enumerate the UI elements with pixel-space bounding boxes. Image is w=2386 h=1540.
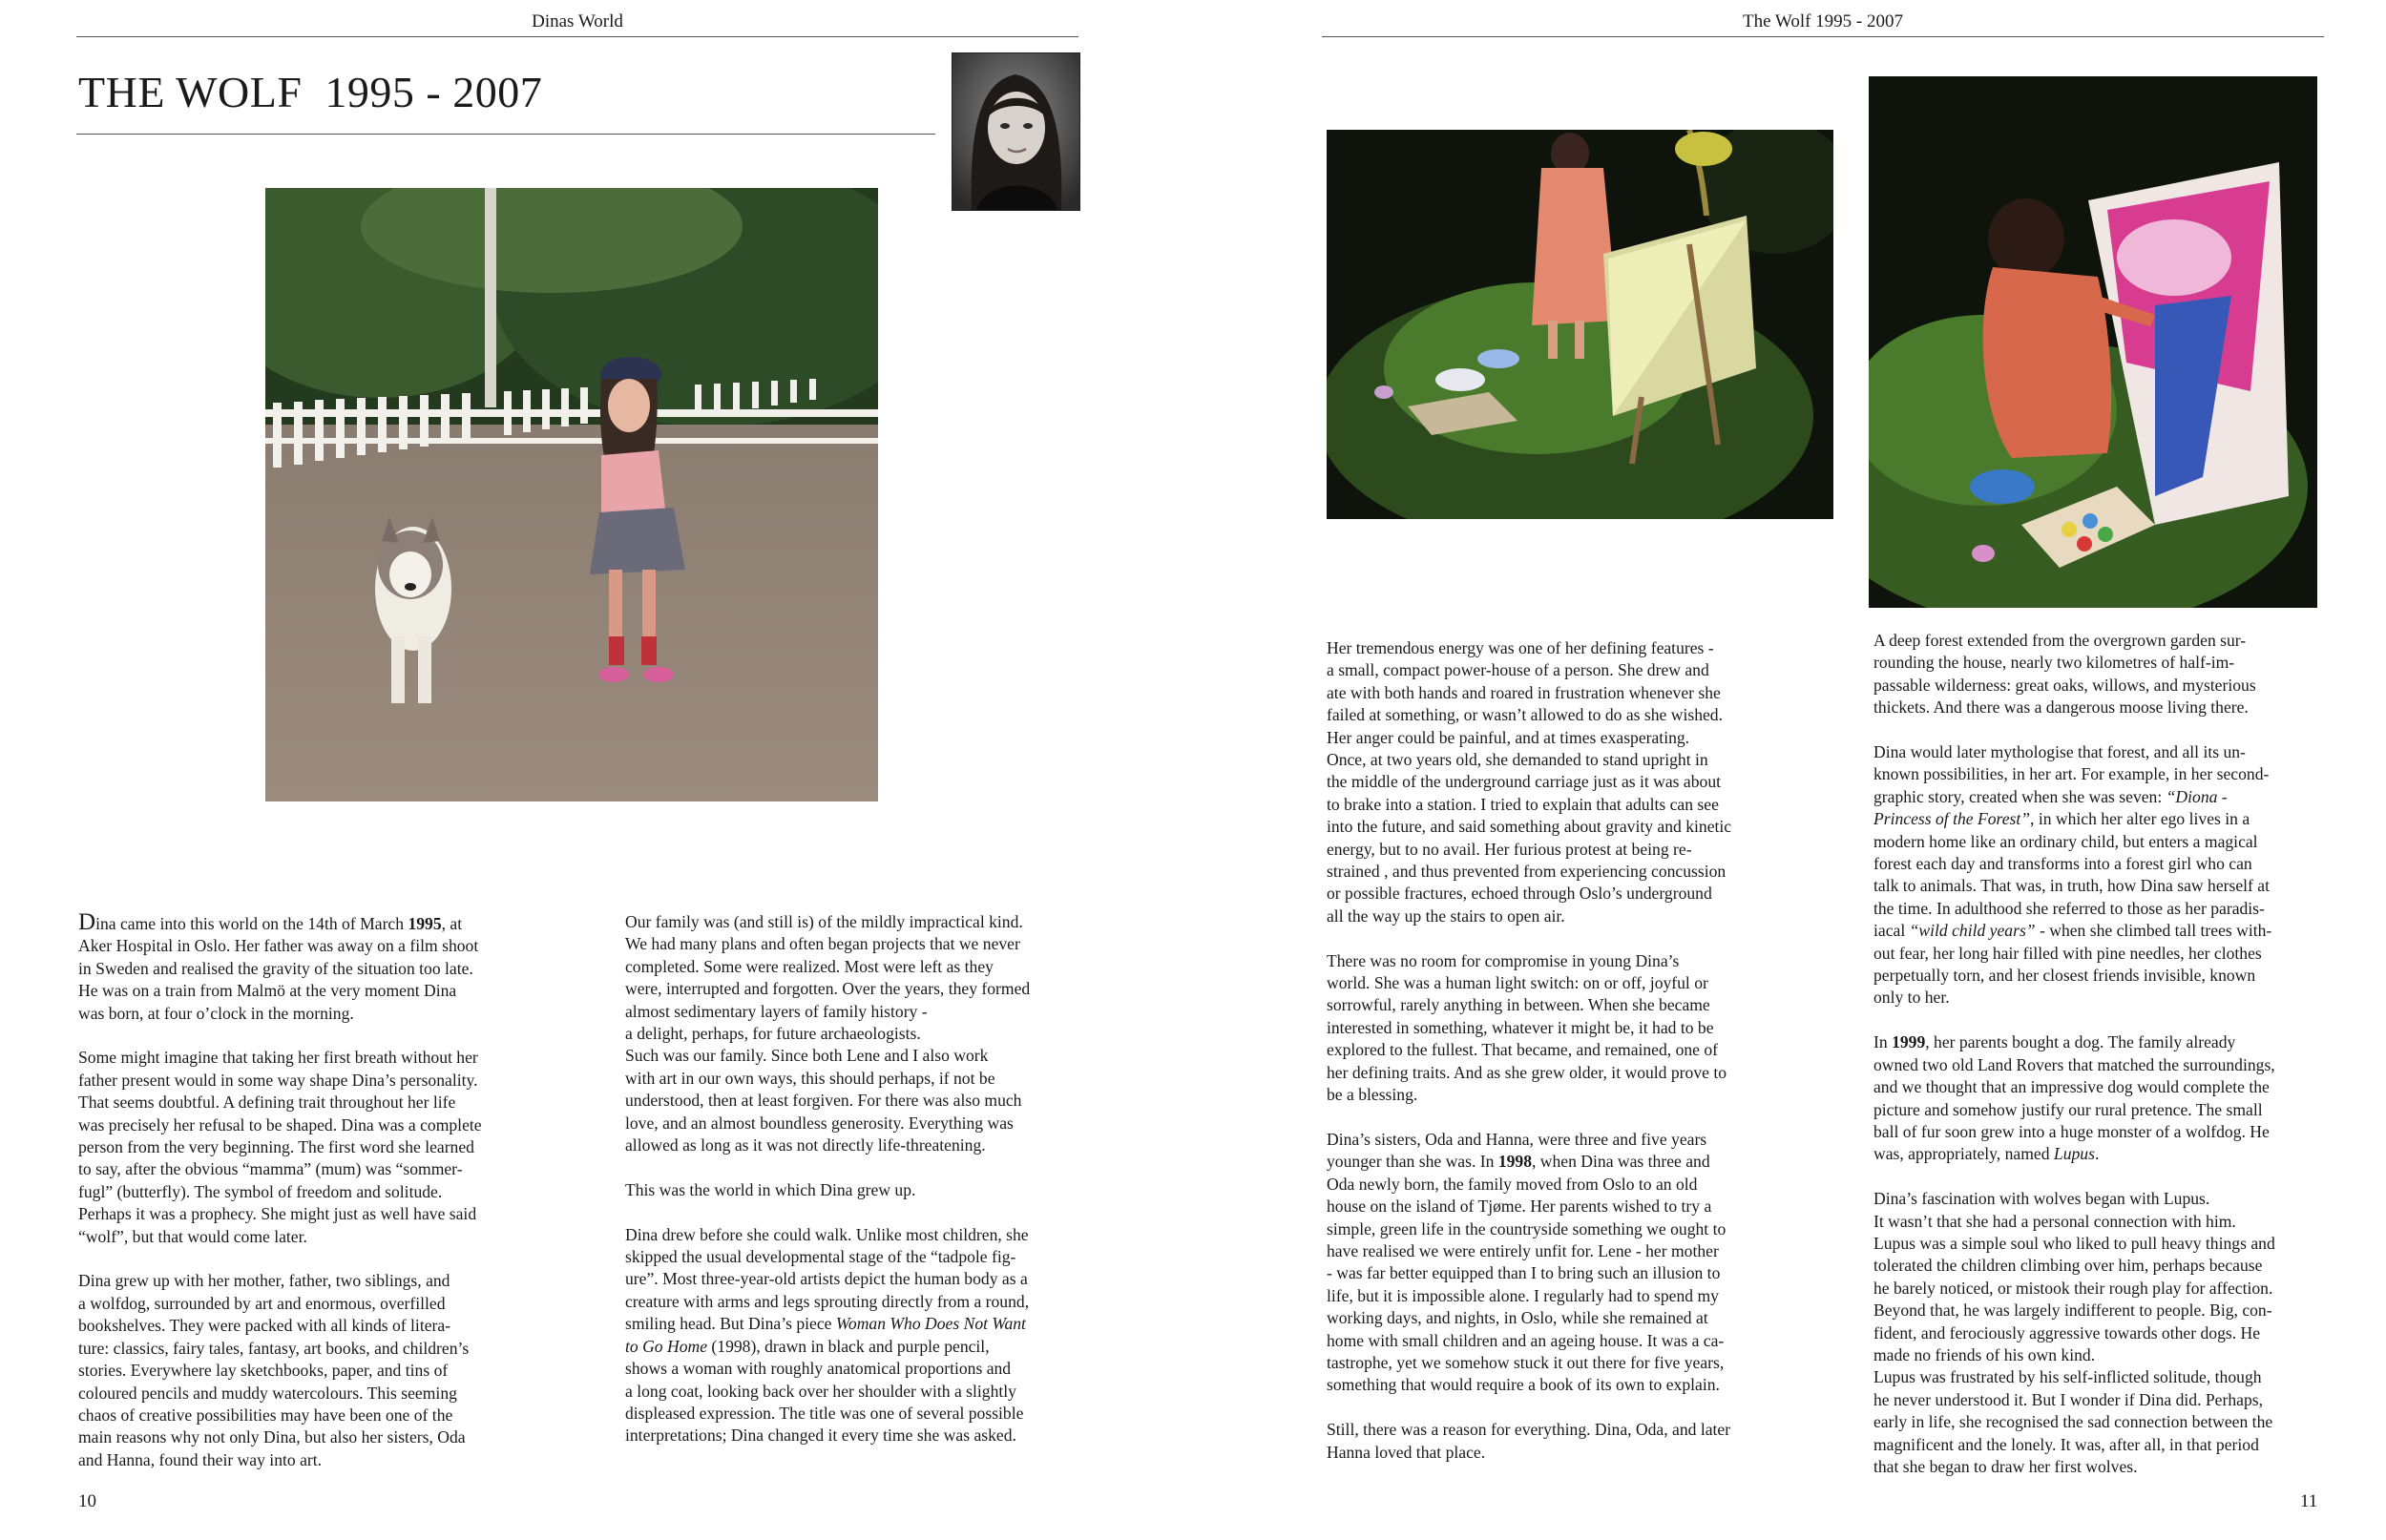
left-header-rule [76, 36, 1078, 37]
right-header-rule [1322, 36, 2324, 37]
right-column-1 [1327, 637, 1804, 1464]
page-number-left: 10 [78, 1491, 96, 1511]
text-run: , at Aker Hospital in Oslo. Her father was away on a film shoot in Sweden and realised the gravity of the situation too late. He was on a train from Malmö at the very moment Dina was born, at four o’clock in the morning. [78, 914, 479, 1023]
page-number-right: 11 [2300, 1491, 2318, 1511]
bold-year: 1995 [408, 914, 442, 933]
left-column-1 [78, 911, 555, 1494]
page-title: THE WOLF 1995 - 2007 [78, 68, 543, 116]
paragraph [1327, 1129, 1804, 1397]
text-run: , when Dina was three and Oda newly born, the family moved from Oslo to an old house on the island of Tjøme. Her parents wished to try a simple, green life in the countryside something we ought to have realised we were entirely unfit for. Lene - her mother - was far better equipped than I to bring such an illusion to life, but it is impossible alone. I regularly had to spend my working days, and nights, in Oslo, while she remained at home with small children and an ageing house. It was a ca- tastrophe, yet we somehow stuck it out there for five years, something that would require a book of its own to explain. [1327, 1152, 1727, 1395]
text-run: (1998), drawn in black and purple pencil, shows a woman with roughly anatomical proportions and a long coat, looking back over her shoulder with a slightly displeased expression. The title was one of several possible interpretations; Dina changed it every time she was asked. [625, 1336, 1024, 1446]
text-run: ina came into this world on the 14th of March [95, 914, 408, 933]
paragraph [1873, 1031, 2332, 1165]
text-run: Dina drew before she could walk. Unlike most children, she skipped the usual developmental stage of the “tadpole fig- ure”. Most three-year-old artists depict the human body as a creature with arms and legs sprouting directly from a round, smiling head. But Dina’s piece [625, 1224, 1030, 1334]
paragraph: Her tremendous energy was one of her defining features - a small, compact power-house of a person. She drew and ate with both hands and roared in frustration whenever she failed at something, or wasn’t allowed to do as she wished. Her anger could be painful, and at times exasperating. Once, at two years old, she demanded to stand upright in the middle of the underground carriage just as it was about to brake into a station. I tried to explain that adults can see into the future, and said something about gravity and kinetic energy, but to no avail. Her furious protest at being re- strained , and thus prevented from experiencing concussion or possible fractures, echoed through Oslo’s underground all the way up the stairs to open air. [1327, 638, 1732, 926]
paragraph: Still, there was a reason for everything. Dina, Oda, and later Hanna loved that place. [1327, 1420, 1731, 1462]
girl-with-puppy-photo [265, 188, 878, 801]
text-run: , her parents bought a dog. The family already owned two old Land Rovers that matched the surroundings, and we thought that an impressive dog would complete the picture and somehow justify our rural pretence. The small ball of fur soon grew into a huge monster of a wolfdog. He was, appropriately, named [1873, 1032, 2275, 1164]
paragraph [625, 1224, 1102, 1447]
story-title: “Diona - Princess of the Forest” [1873, 786, 2228, 829]
paragraph: Some might imagine that taking her first breath without her father present would in some way shape Dina’s personality. That seems doubtful. A defining trait throughout her life was precisely her refusal to be shaped. Dina was a complete person from the very beginning. The first word she learned to say, after the obvious “mamma” (mum) was “sommer- fugl” (butterfly). The symbol of freedom and solitude. Perhaps it was a prophecy. She might just as well have said “wolf”, but that would come later. [78, 1048, 482, 1246]
paragraph [78, 911, 555, 1025]
paragraph: A deep forest extended from the overgrown garden sur- rounding the house, nearly two kilometres of half-im- passable wilderness: great oaks, willows, and mysterious thickets. And there was a dangerous moose living there. [1873, 631, 2256, 718]
paragraph: Dina grew up with her mother, father, two siblings, and a wolfdog, surrounded by art and enormous, overfilled bookshelves. They were packed with all kinds of litera- ture: classics, fairy tales, fantasy, art books, and children’s stories. Everywhere lay sketchbooks, paper, and tins of coloured pencils and muddy watercolours. This seeming chaos of creative possibilities may have been one of the main reasons why not only Dina, but also her sisters, Oda and Hanna, found their way into art. [78, 1271, 470, 1469]
text-run: . [2094, 1144, 2100, 1164]
drop-cap: D [78, 909, 96, 935]
dog-name: Lupus [2053, 1144, 2095, 1164]
bold-year: 1998 [1497, 1152, 1532, 1172]
left-running-head: Dinas World [532, 11, 623, 31]
left-column-2 [625, 911, 1102, 1469]
artwork-title: Woman Who Does Not Want to Go Home [625, 1314, 1026, 1356]
text-run: In [1873, 1032, 1893, 1052]
text-run: Dina would later mythologise that forest, and all its un- known possibilities, in her art. For example, in her second- graphic story, created when she was seven: [1873, 742, 2270, 806]
paragraph: This was the world in which Dina grew up. [625, 1179, 916, 1199]
text-run: , in which her alter ego lives in a modern home like an ordinary child, but enters a magical forest each day and transforms into a forest girl who can talk to animals. That was, in truth, how Dina saw herself at the time. In adulthood she referred to those as her paradis- iacal [1873, 809, 2270, 941]
girl-painting-canvas-photo [1869, 76, 2317, 608]
girl-painting-easel-photo [1327, 130, 1833, 519]
quoted-phrase: “wild child years” [1909, 921, 2036, 941]
paragraph: Dina’s fascination with wolves began with Lupus. It wasn’t that she had a personal connection with him. Lupus was a simple soul who liked to pull heavy things and tolerated the children climbing over him, perhaps because he barely noticed, or mistook their rough play for affection. Beyond that, he was largely indifferent to people. Big, con- fident, and ferociously aggressive towards other dogs. He made no friends of his own kind. Lupus was frustrated by his self-inflicted solitude, though he never understood it. But I wonder if Dina did. Perhaps, early in life, she recognised the sad connection between the magnificent and the lonely. It was, after all, in that period that she began to draw her first wolves. [1873, 1189, 2275, 1476]
text-run: - when she climbed tall trees with- out fear, her long hair filled with pine needles, her clothes perpetually torn, and her closest friends invisible, known only to her. [1873, 921, 2272, 1008]
bold-year: 1999 [1892, 1032, 1926, 1052]
paragraph [1873, 741, 2332, 1009]
text-run: Dina’s sisters, Oda and Hanna, were three and five years younger than she was. In [1327, 1129, 1707, 1172]
right-column-2 [1873, 630, 2332, 1478]
right-running-head: The Wolf 1995 - 2007 [1742, 11, 1904, 31]
portrait-photo [952, 52, 1080, 211]
paragraph: There was no room for compromise in young Dina’s world. She was a human light switch: on or off, joyful or sorrowful, rarely anything in between. When she became interested in something, whatever it might be, it had to be explored to the fullest. That became, and remained, one of her defining traits. And as she grew older, it would prove to be a blessing. [1327, 950, 1727, 1105]
title-rule [76, 134, 935, 135]
paragraph: Our family was (and still is) of the mildly impractical kind. We had many plans and often began projects that we never completed. Some were realized. Most were left as they were, interrupted and forgotten. Over the years, they formed almost sedimentary layers of family history - a delight, perhaps, for future archaeologists. Such was our family. Since both Lene and I also work with art in our own ways, this should perhaps, if not be understood, then at least forgiven. For there was also much love, and an almost boundless generosity. Everything was allowed as long as it was not directly life-threatening. [625, 912, 1031, 1155]
